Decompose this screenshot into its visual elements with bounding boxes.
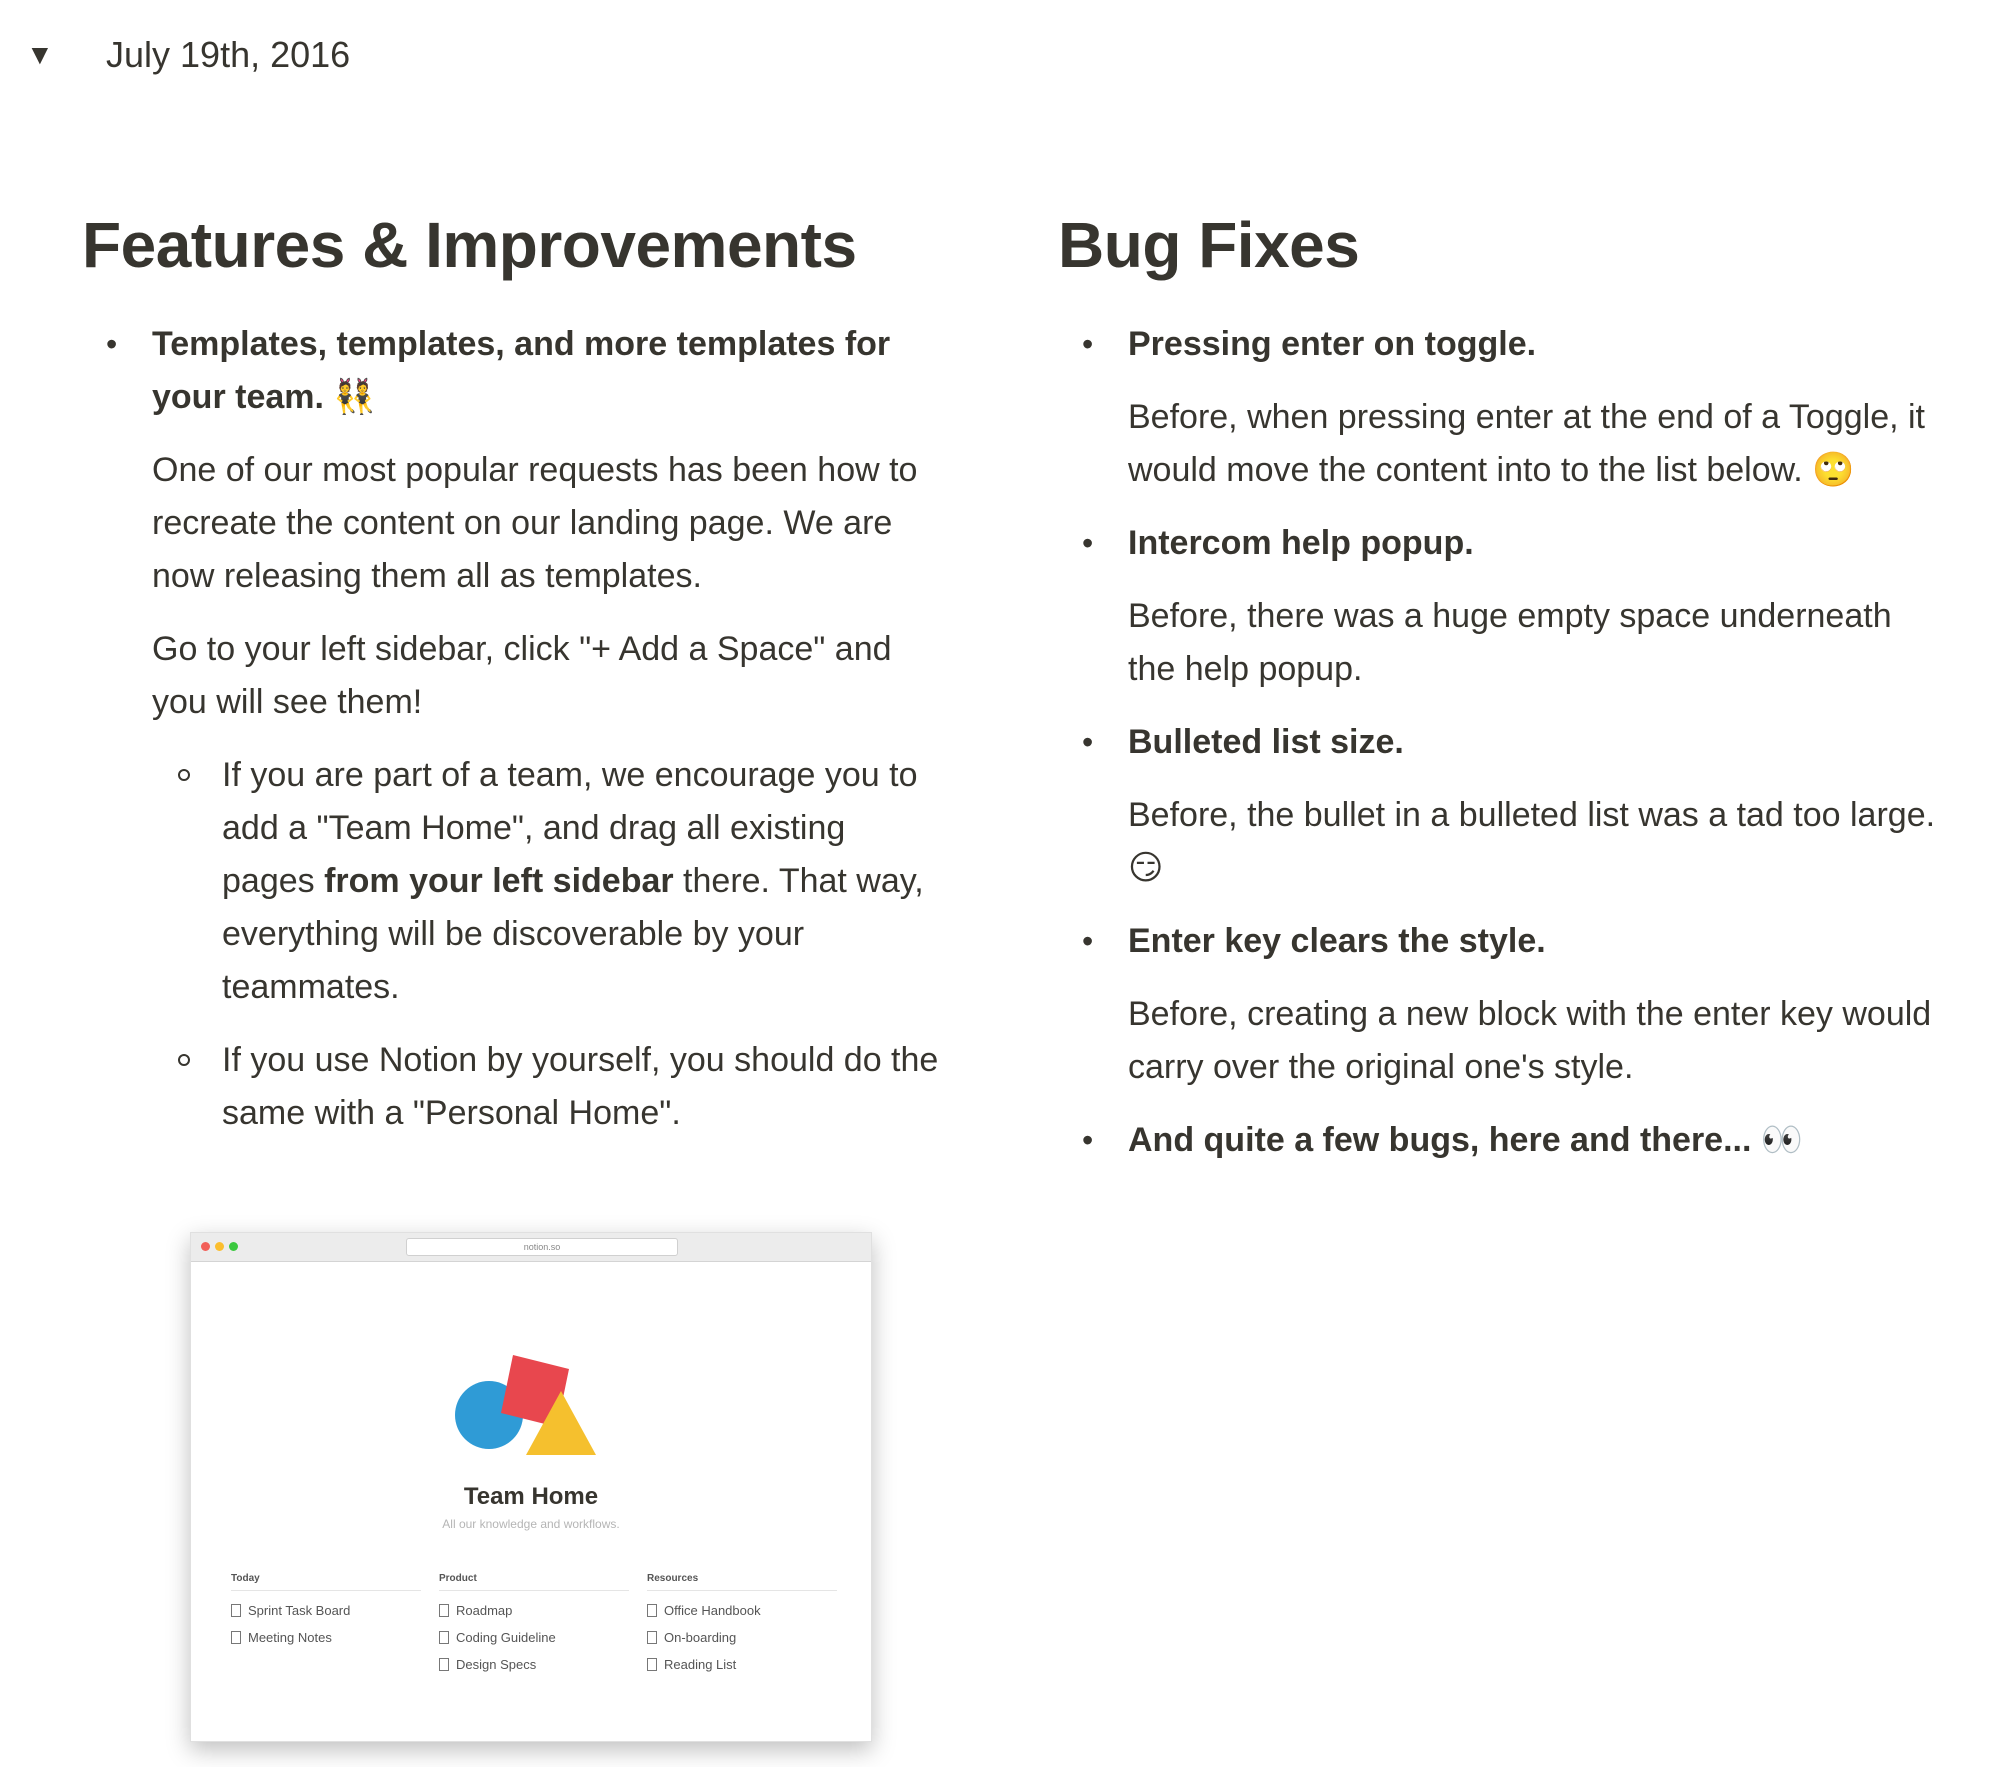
bug-fixes-column [1058, 200, 1938, 1167]
page-icon [231, 1604, 241, 1617]
page-link[interactable]: Design Specs [439, 1657, 629, 1672]
list-item [1058, 915, 1938, 1094]
item-title: Bulleted list size. [1128, 723, 1404, 761]
column-header: Resources [647, 1573, 837, 1591]
toggle-block[interactable] [26, 30, 350, 80]
paragraph: Before, when pressing enter at the end of a Toggle, it would move the content into to the list below. 🙄 [1128, 398, 1926, 489]
sub-list-item [82, 749, 942, 1014]
item-title: Pressing enter on toggle. [1128, 325, 1537, 363]
page-icon [439, 1604, 449, 1617]
page-link[interactable]: Sprint Task Board [231, 1603, 421, 1618]
bug-fixes-heading: Bug Fixes [1058, 209, 1360, 281]
list-item [1058, 716, 1938, 895]
paragraph: Before, there was a huge empty space underneath the help popup. [1128, 597, 1892, 688]
team-home-title: Team Home [463, 1483, 599, 1510]
toggle-triangle-icon[interactable]: ▼ [26, 39, 54, 70]
item-title: Templates, templates, and more templates for your team. 👯 [152, 325, 891, 416]
list-item [1058, 517, 1938, 696]
page-icon [647, 1604, 657, 1617]
close-dot-icon [201, 1242, 210, 1251]
team-home-screenshot [190, 1232, 872, 1742]
product-column [439, 1573, 629, 1672]
page-link[interactable]: On-boarding [647, 1630, 837, 1645]
circle-bullet-icon [178, 769, 190, 781]
maximize-dot-icon [229, 1242, 238, 1251]
paragraph: If you are part of a team, we encourage you to add a "Team Home", and drag all existing pages from your left sidebar there. That way, everything will be discoverable by your teammates. [222, 756, 924, 1006]
page-link[interactable]: Coding Guideline [439, 1630, 629, 1645]
features-column [82, 200, 942, 1140]
team-home-logo-icon [451, 1343, 621, 1473]
paragraph: Go to your left sidebar, click "+ Add a Space" and you will see them! [152, 630, 892, 721]
bold-text: from your left sidebar [324, 862, 674, 900]
page-icon [439, 1631, 449, 1644]
page-link[interactable]: Meeting Notes [231, 1630, 421, 1645]
resources-column [647, 1573, 837, 1672]
minimize-dot-icon [215, 1242, 224, 1251]
bullet-icon: • [1082, 923, 1094, 959]
page-link[interactable]: Roadmap [439, 1603, 629, 1618]
features-heading: Features & Improvements [82, 209, 857, 281]
bullet-icon: • [1082, 326, 1094, 362]
list-item [1058, 1114, 1938, 1167]
item-title: Enter key clears the style. [1128, 922, 1546, 960]
paragraph: If you use Notion by yourself, you should do the same with a "Personal Home". [222, 1041, 939, 1132]
paragraph: One of our most popular requests has been how to recreate the content on our landing page. We are now releasing them all as templates. [152, 451, 918, 595]
bullet-icon: • [106, 326, 118, 362]
paragraph: Before, the bullet in a bulleted list was a tad too large. 😏 [1128, 796, 1936, 887]
column-header: Today [231, 1573, 421, 1591]
bullet-icon: • [1082, 1122, 1094, 1158]
today-column [231, 1573, 421, 1645]
toggle-title: July 19th, 2016 [106, 34, 351, 75]
page-icon [647, 1658, 657, 1671]
address-bar: notion.so [406, 1238, 678, 1256]
column-header: Product [439, 1573, 629, 1591]
page-icon [647, 1631, 657, 1644]
page-link[interactable]: Office Handbook [647, 1603, 837, 1618]
sub-list-item [82, 1034, 942, 1140]
bullet-icon: • [1082, 724, 1094, 760]
browser-toolbar [191, 1233, 871, 1262]
bullet-icon: • [1082, 525, 1094, 561]
list-item [82, 318, 942, 729]
circle-bullet-icon [178, 1054, 190, 1066]
item-title: And quite a few bugs, here and there... 👀 [1128, 1121, 1804, 1159]
page-icon [439, 1658, 449, 1671]
item-title: Intercom help popup. [1128, 524, 1474, 562]
paragraph: Before, creating a new block with the enter key would carry over the original one's style. [1128, 995, 1932, 1086]
list-item [1058, 318, 1938, 497]
page-link[interactable]: Reading List [647, 1657, 837, 1672]
team-home-subtitle: All our knowledge and workflows. [442, 1517, 620, 1531]
page-icon [231, 1631, 241, 1644]
